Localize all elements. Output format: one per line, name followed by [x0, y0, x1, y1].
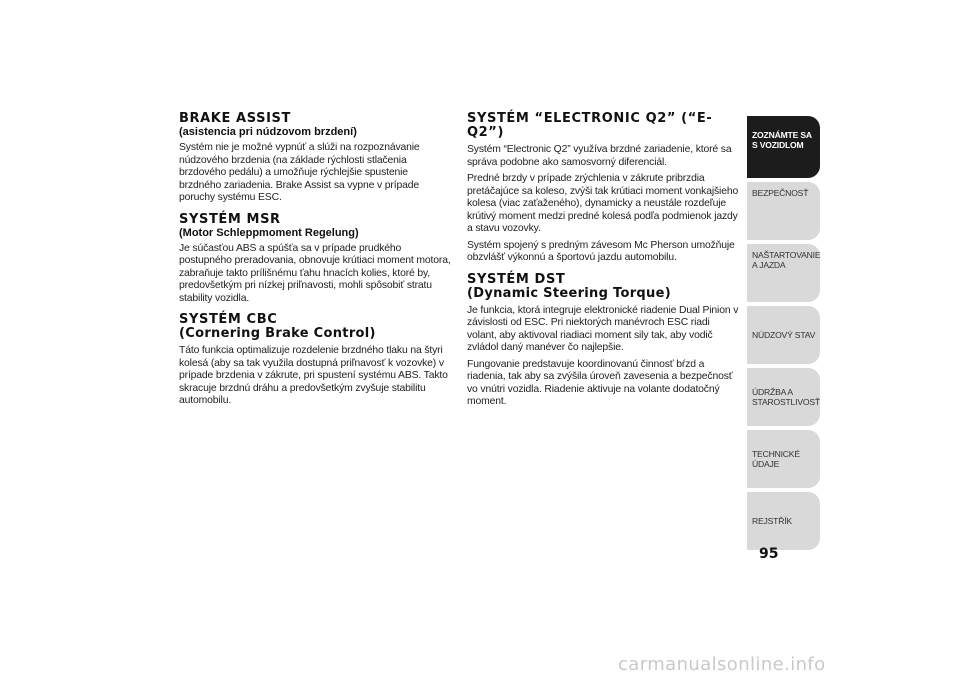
eq2-paragraph-2: Predné brzdy v prípade zrýchlenia v zákrute pribrzdia pretáčajúce sa koleso, zvýši tak krútiaci moment vonkajšieho kolesa (viac zaťaženého), dynamicky a neustále rozdeľuje krútivý moment medzi predné kolesá podľa podmienok jazdy a stavu vozovky.	[467, 173, 739, 234]
sidebar-tab-label: ÚDRŽBA A STAROSTLIVOSŤ	[752, 387, 820, 407]
sidebar-tab-technicke-udaje[interactable]	[747, 430, 820, 488]
msr-paragraph: Je súčasťou ABS a spúšťa sa v prípade prudkého postupného preradovania, obnovuje krútiaci moment motora, zabraňuje takto prílišnému ťahu hnacích kolies, ktoré by, predovšetkým pri nízkej priľnavosti, mohli spôsobiť stratu stability vozidla.	[179, 242, 451, 304]
sidebar-tab-udrzba[interactable]	[747, 368, 820, 426]
cbc-paragraph: Táto funkcia optimalizuje rozdelenie brzdného tlaku na štyri kolesá (aby sa tak využila dostupná priľnavosť k vozovke) v prípade brzdenia v zákrute, pri spustení systému ABS. Takto skracuje brzdnú dráhu a predovšetkým zvyšuje stabilitu automobilu.	[179, 345, 448, 406]
chapter-sidebar	[747, 116, 820, 554]
sidebar-tab-bezpecnost[interactable]	[747, 182, 820, 240]
right-column	[467, 112, 739, 417]
eq2-paragraph-1: Systém “Electronic Q2” využíva brzdné zariadenie, ktoré sa správa podobne ako samosvorný diferenciál.	[467, 144, 732, 168]
cbc-heading: SYSTÉM CBC	[179, 312, 278, 327]
sidebar-tab-rejstrik[interactable]	[747, 492, 820, 550]
eq2-paragraph-3: Systém spojený s predným závesom Mc Pherson umožňuje obzvlášť výkonnú a športovú jazdu automobilu.	[467, 239, 735, 263]
sidebar-tab-label: TECHNICKÉ ÚDAJE	[752, 449, 800, 469]
sidebar-tab-label: ZOZNÁMTE SA S VOZIDLOM	[752, 130, 812, 150]
left-column	[179, 112, 451, 416]
brake-assist-paragraph: Systém nie je možné vypnúť a slúži na rozpoznávanie núdzového brzdenia (na základe rýchlosti stlačenia brzdového pedálu) a umožňuje rýchlejšie spustenie brzdného zariadenia. Brake Assist sa vypne v prípade poruchy systému ESC.	[179, 142, 420, 203]
dst-heading-line2: (Dynamic Steering Torque)	[467, 285, 671, 301]
msr-subtitle: (Motor Schleppmoment Regelung)	[179, 226, 359, 239]
cbc-heading-line2: (Cornering Brake Control)	[179, 326, 376, 341]
section-dst	[467, 273, 739, 409]
eq2-heading: SYSTÉM “ELECTRONIC Q2” (“E-Q2”)	[467, 111, 713, 140]
section-eq2	[467, 112, 739, 265]
watermark-text: carmanualsonline.info	[618, 654, 826, 675]
sidebar-tab-startovanie[interactable]	[747, 244, 820, 302]
dst-heading: SYSTÉM DST	[467, 271, 566, 287]
sidebar-tab-nudzovy-stav[interactable]	[747, 306, 820, 364]
section-cbc	[179, 313, 451, 408]
msr-heading: SYSTÉM MSR	[179, 211, 281, 227]
brake-assist-heading: BRAKE ASSIST	[179, 111, 291, 126]
page-number: 95	[759, 546, 779, 562]
section-msr	[179, 213, 451, 306]
sidebar-tab-label: NAŠTARTOVANIE A JAZDA	[752, 250, 821, 270]
brake-assist-subtitle: (asistencia pri núdzovom brzdení)	[179, 126, 357, 138]
dst-paragraph-2: Fungovanie predstavuje koordinovanú činnosť bŕzd a riadenia, tak aby sa zvýšila úroveň zavesenia a bezpečnosť vo vnútri vozidla. Riadenie aktivuje na volante dodatočný moment.	[467, 358, 733, 407]
section-brake-assist	[179, 112, 451, 205]
dst-paragraph-1: Je funkcia, ktorá integruje elektronické riadenie Dual Pinion v závislosti od ESC. Pri niektorých manévroch ESC riadi volant, aby aktivoval riadiaci moment sily tak, aby vodič zvládol daný manéver čo najlepšie.	[467, 304, 739, 353]
sidebar-tab-label: NÚDZOVÝ STAV	[752, 330, 816, 340]
sidebar-tab-label: REJSTŘÍK	[752, 516, 792, 526]
sidebar-tab-label: BEZPEČNOSŤ	[752, 188, 809, 198]
sidebar-tab-vozidlo[interactable]	[747, 116, 820, 178]
